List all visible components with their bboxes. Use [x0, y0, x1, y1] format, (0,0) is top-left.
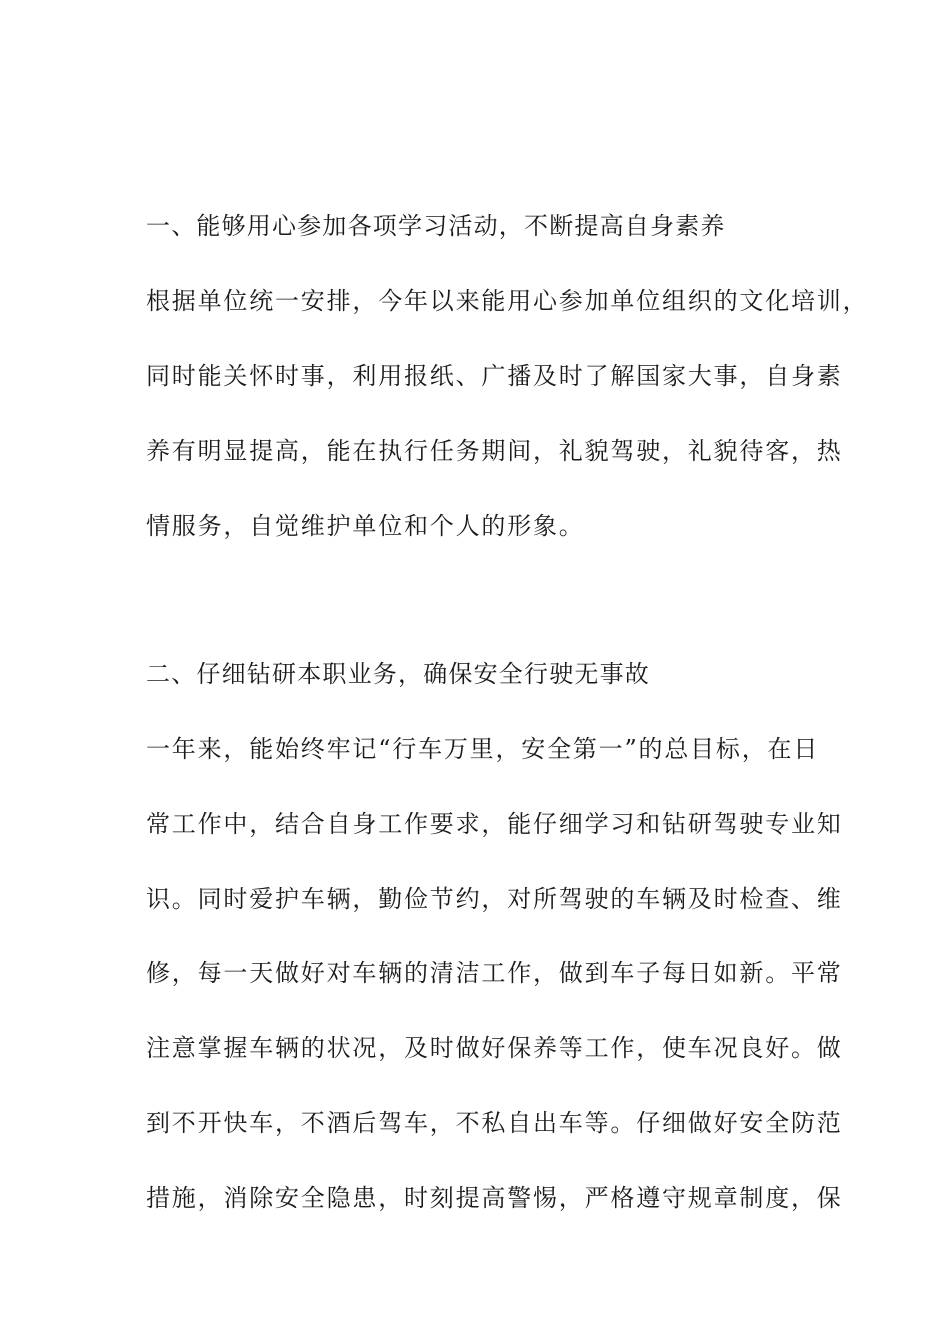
section-2-heading: 二、仔细钻研本职业务，确保安全行驶无事故 — [146, 660, 650, 688]
section-2-line-1: 一年来，能始终牢记“行车万里，安全第一”的总目标，在日 — [146, 735, 820, 763]
section-1-line-1: 根据单位统一安排，今年以来能用心参加单位组织的文化培训， — [146, 287, 869, 315]
section-2-line-7: 措施，消除安全隐患，时刻提高警惕，严格遵守规章制度，保 — [146, 1184, 843, 1212]
section-2-line-6: 到不开快车，不酒后驾车，不私自出车等。仔细做好安全防范 — [146, 1109, 843, 1137]
section-1-line-2: 同时能关怀时事，利用报纸、广播及时了解国家大事，自身素 — [146, 362, 843, 390]
section-1-heading: 一、能够用心参加各项学习活动，不断提高自身素养 — [146, 212, 726, 240]
section-1-line-3: 养有明显提高，能在执行任务期间，礼貌驾驶，礼貌待客，热 — [146, 437, 843, 465]
section-2-line-3: 识。同时爱护车辆，勤俭节约，对所驾驶的车辆及时检查、维 — [146, 885, 843, 913]
section-2-line-2: 常工作中，结合自身工作要求，能仔细学习和钻研驾驶专业知 — [146, 810, 843, 838]
section-2-line-5: 注意掌握车辆的状况，及时做好保养等工作，使车况良好。做 — [146, 1034, 843, 1062]
section-2-line-4: 修，每一天做好对车辆的清洁工作，做到车子每日如新。平常 — [146, 959, 843, 987]
section-1-line-4: 情服务，自觉维护单位和个人的形象。 — [146, 512, 585, 540]
